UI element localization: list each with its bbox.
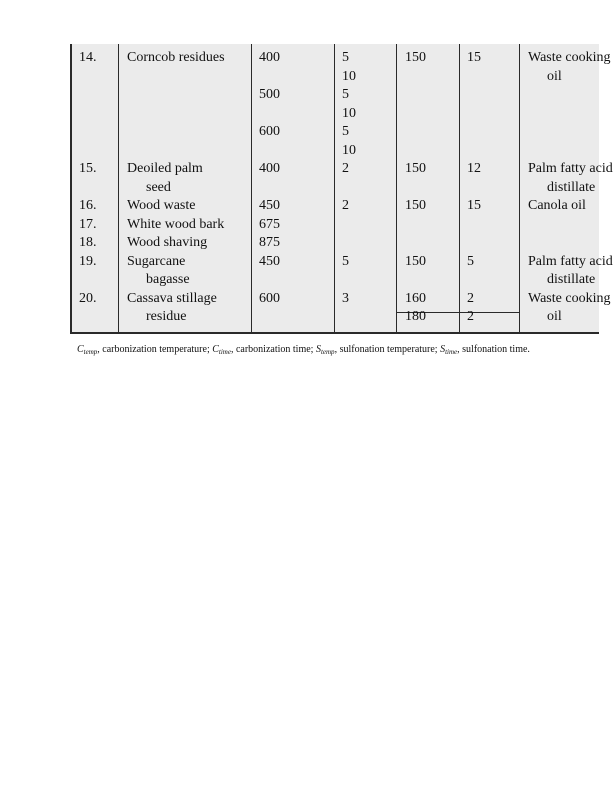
footnote-stime-symbol: [440, 344, 457, 355]
row-20-ctemp: 600: [259, 290, 280, 306]
row-14-ctemp: [259, 49, 280, 142]
column-divider-4: [396, 44, 397, 334]
row-14-ctime-6: 10: [342, 142, 356, 158]
row-14-ctime: [342, 49, 356, 160]
row-19-number: 19.: [79, 253, 97, 269]
row-19-material-line-1: Sugarcane: [127, 253, 186, 269]
row-15-ctime: 2: [342, 161, 349, 176]
column-divider-6: [519, 44, 520, 334]
row-14-stime: 15: [467, 50, 481, 65]
row-14-ctemp-3: 500: [259, 87, 280, 102]
row-20-stemp: [405, 290, 426, 327]
footnote-stime-description: , sulfonation time.: [457, 344, 530, 355]
table-left-border: [70, 44, 72, 334]
row-14-ctime-5: 5: [342, 124, 349, 139]
row-14-feedstock-line-2: oil: [547, 68, 562, 84]
column-divider-1: [118, 44, 119, 334]
footnote-ctime-symbol: [212, 344, 231, 355]
footnote-ctemp-subscript: temp: [83, 348, 98, 356]
row-15-material: [127, 160, 203, 197]
row-19-feedstock-line-2: distillate: [547, 272, 596, 287]
row-17-material: White wood bark: [127, 216, 225, 232]
row-15-material-line-2: seed: [146, 179, 171, 195]
footnote-stemp-description: , sulfonation temperature;: [334, 344, 441, 355]
row-16-stime: 15: [467, 198, 481, 213]
row-14-ctemp-4: [259, 105, 280, 124]
row-15-feedstock-line-2: distillate: [547, 179, 596, 195]
row-20-feedstock: [528, 290, 610, 327]
footnote-stime-letter: S: [440, 344, 446, 355]
table-footnote: [77, 344, 530, 358]
row-16-feedstock: Canola oil: [528, 198, 586, 213]
row-16-ctemp: 450: [259, 198, 280, 213]
row-15-stemp: 150: [405, 161, 426, 176]
footnote-ctime-subscript: time: [218, 348, 231, 356]
table-bottom-border: [70, 332, 599, 334]
row-14-ctemp-5: 600: [259, 124, 280, 139]
row-14-ctime-4: 10: [342, 105, 356, 121]
row-19-material: [127, 253, 190, 290]
row-16-material: Wood waste: [127, 198, 196, 213]
footnote-ctemp-symbol: [77, 344, 97, 355]
row-19-ctime: 5: [342, 253, 349, 269]
row-14-ctime-3: 5: [342, 87, 349, 102]
row-14-ctemp-1: 400: [259, 50, 280, 65]
footnote-ctemp-description: , carbonization temperature;: [97, 344, 213, 355]
footnote-stemp-letter: S: [315, 344, 321, 355]
row-19-feedstock: [528, 253, 613, 290]
row-14-feedstock-line-1: Waste cooking: [528, 50, 611, 65]
row-18-number: 18.: [79, 235, 97, 250]
row-15-ctemp: 400: [259, 161, 280, 176]
row-16-number: 16.: [79, 198, 97, 213]
column-divider-3: [334, 44, 335, 334]
row-15-stime: 12: [467, 161, 481, 176]
row-14-material-line: Corncob residues: [127, 50, 225, 65]
row-15-material-line-1: Deoiled palm: [127, 161, 203, 176]
footnote-ctime-letter: C: [212, 344, 219, 355]
row-14-material: [127, 49, 225, 68]
row-14-feedstock: [528, 49, 610, 86]
row-15-feedstock: [528, 160, 613, 197]
row-19-stime: 5: [467, 253, 474, 269]
row-19-stemp: 150: [405, 253, 426, 269]
row-16-ctime: 2: [342, 198, 349, 213]
row-20-material: [127, 290, 217, 327]
row-19-material-line-2: bagasse: [146, 272, 190, 287]
row-14-number: 14.: [79, 50, 97, 65]
row-20-stime-2: 2: [467, 309, 474, 324]
footnote-ctime-description: , carbonization time;: [230, 344, 316, 355]
row-19-ctemp: 450: [259, 253, 280, 269]
row-14-stemp: 150: [405, 50, 426, 65]
footnote-ctemp-letter: C: [77, 344, 84, 355]
column-divider-2: [251, 44, 252, 334]
row-20-stime-1: 2: [467, 290, 474, 306]
row-18-material: Wood shaving: [127, 235, 208, 250]
row-17-number: 17.: [79, 216, 97, 232]
row-19-feedstock-line-1: Palm fatty acid: [528, 253, 613, 269]
row-14-ctime-2: 10: [342, 68, 356, 84]
row-17-ctemp: 675: [259, 216, 280, 232]
footnote-stemp-symbol: [316, 344, 335, 355]
row-14-ctime-1: 5: [342, 50, 349, 65]
row-14-ctemp-2: [259, 68, 280, 87]
row-20-feedstock-line-2: oil: [547, 309, 562, 324]
row-20-stime: [467, 290, 474, 327]
row-20-number: 20.: [79, 290, 97, 306]
row-20-stemp-1: 160: [405, 290, 426, 306]
row-15-number: 15.: [79, 161, 97, 176]
row-18-ctemp: 875: [259, 235, 280, 250]
row-20-feedstock-line-1: Waste cooking: [528, 290, 611, 306]
column-divider-5: [459, 44, 460, 334]
row-15-feedstock-line-1: Palm fatty acid: [528, 161, 613, 176]
row-20-material-line-1: Cassava stillage: [127, 290, 217, 306]
row-20-stemp-2: 180: [405, 309, 426, 324]
footnote-stime-subscript: time: [445, 348, 458, 356]
row-16-stemp: 150: [405, 198, 426, 213]
footnote-stemp-subscript: temp: [320, 348, 335, 356]
row-20-material-line-2: residue: [146, 309, 187, 324]
catalyst-table: [70, 44, 613, 334]
row-20-ctime: 3: [342, 290, 349, 306]
